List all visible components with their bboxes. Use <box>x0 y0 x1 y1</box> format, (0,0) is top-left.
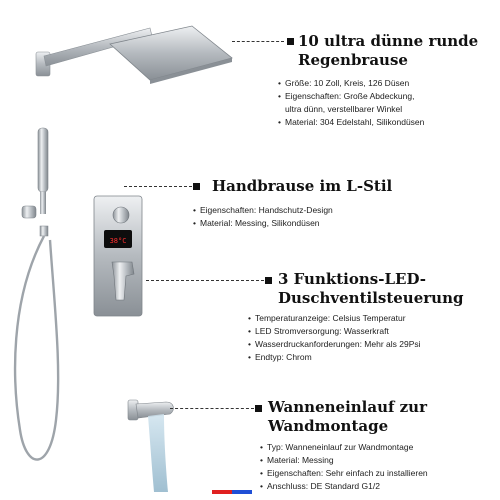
feature-title-tub-spout: Wanneneinlauf zur Wandmontage <box>268 398 427 435</box>
feature-title-led-valve: 3 Funktions-LED- Duschventilsteuerung <box>278 270 464 307</box>
callout-line <box>146 280 264 281</box>
rain-shower-head <box>36 26 232 84</box>
feature-list-rain-shower <box>278 77 424 129</box>
list-item: • Material: Messing <box>260 454 428 467</box>
shower-hose <box>15 236 58 460</box>
list-item: • Endtyp: Chrom <box>248 351 421 364</box>
callout-line <box>232 41 284 42</box>
list-item: • Größe: 10 Zoll, Kreis, 126 Düsen <box>278 77 424 90</box>
callout-marker <box>255 405 262 412</box>
list-item: • LED Stromversorgung: Wasserkraft <box>248 325 421 338</box>
led-temperature-readout: 38°C <box>109 237 127 245</box>
list-item: • Temperaturanzeige: Celsius Temperatur <box>248 312 421 325</box>
callout-line <box>170 408 254 409</box>
list-item: • Anschluss: DE Standard G1/2 <box>260 480 428 493</box>
list-item: • Material: 304 Edelstahl, Silikondüsen <box>278 116 424 129</box>
hand-shower <box>22 128 48 236</box>
list-item: • Typ: Wanneneinlauf zur Wandmontage <box>260 441 428 454</box>
callout-line <box>124 186 192 187</box>
feature-title-hand-shower: Handbrause im L-Stil <box>212 177 393 195</box>
callout-marker <box>265 277 272 284</box>
list-item: • Material: Messing, Silikondüsen <box>193 217 333 230</box>
feature-list-hand-shower <box>193 204 333 230</box>
feature-title-rain-shower: 10 ultra dünne runde Regenbrause <box>298 32 479 69</box>
list-item: • Eigenschaften: Handschutz-Design <box>193 204 333 217</box>
feature-list-tub-spout <box>260 441 428 493</box>
list-item: • Wasserdruckanforderungen: Mehr als 29Psi <box>248 338 421 351</box>
list-item: • Eigenschaften: Große Abdeckung, ultra dünn, verstellbarer Winkel <box>278 90 424 116</box>
cold-indicator <box>232 490 252 494</box>
hot-indicator <box>212 490 232 494</box>
list-item: • Eigenschaften: Sehr einfach zu installieren <box>260 467 428 480</box>
callout-marker <box>193 183 200 190</box>
callout-marker <box>287 38 294 45</box>
feature-list-led-valve <box>248 312 421 364</box>
led-valve-control <box>94 196 142 316</box>
tub-spout <box>128 400 173 492</box>
